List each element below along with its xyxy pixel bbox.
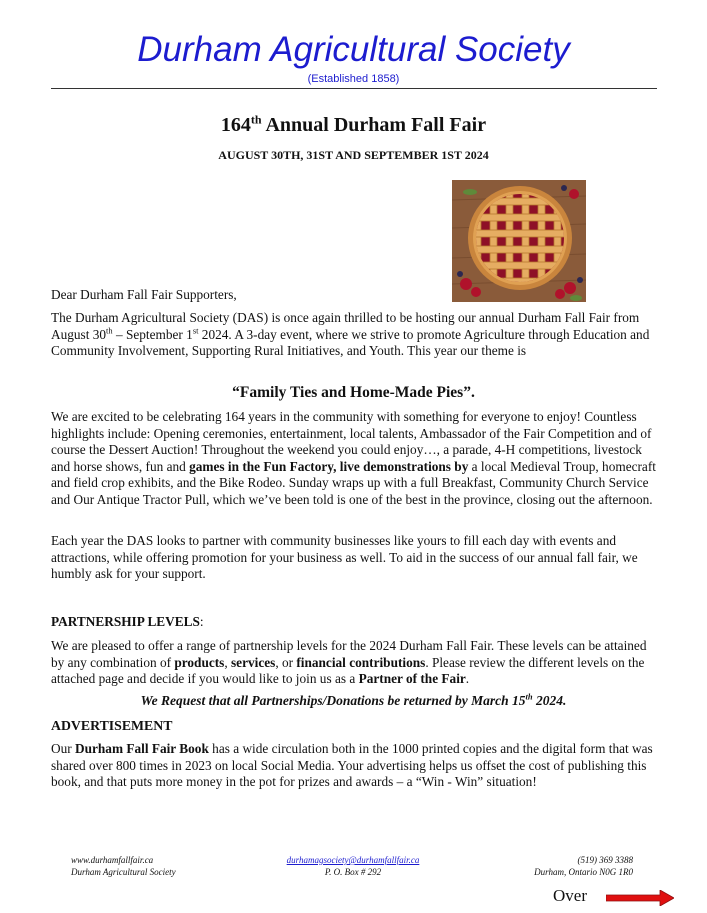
- footer-website: www.durhamfallfair.ca: [71, 855, 154, 865]
- partnership-text-d: . Please review the different levels on the attached page and decide if you would like to join us as a: [51, 654, 645, 686]
- pie-illustration: [452, 180, 586, 302]
- fair-dates: AUGUST 30TH, 31ST AND SEPTEMBER 1ST 2024: [218, 148, 489, 162]
- footer-org: Durham Agricultural Society: [71, 867, 176, 877]
- society-title: Durham Agricultural Society: [137, 30, 570, 69]
- highlights-text-a: We are excited to be celebrating 164 years in the community with something for everyone to enjoy! Countless highlights include: Opening ceremonies, entertainment, local talents, Ambassador of the Fair Competition and of course the Dessert Auction! Throughout the weekend you could enjoy…, a parade, 4-H competitions, livestock and horse shows, fun and: [51, 409, 652, 474]
- fair-name: Annual Durham Fall Fair: [261, 114, 487, 136]
- intro-text-b: – September 1: [112, 326, 193, 342]
- established-note: (Established 1858): [307, 73, 400, 85]
- return-request: [0, 693, 707, 709]
- cherry-pie-photo: [452, 180, 586, 302]
- intro-sup-2: st: [192, 325, 199, 336]
- intro-paragraph: [51, 310, 657, 360]
- highlights-bold: games in the Fun Factory, live demonstrations by: [189, 458, 469, 474]
- partnership-text-a: We are pleased to offer a range of partnership levels for the 2024 Durham Fall Fair. These levels can be attained by any combination of: [51, 638, 647, 670]
- advertisement-heading: ADVERTISEMENT: [51, 718, 173, 733]
- header-divider: [51, 88, 657, 89]
- intro-text-a: The Durham Agricultural Society (DAS) is once again thrilled to be hosting our annual Durham Fall Fair from August 30: [51, 310, 640, 342]
- intro-text-c: 2024. A 3-day event, where we strive to promote Agriculture through Education and Community Involvement, Supporting Rural Initiatives, and Youth. This year our theme is: [51, 326, 650, 358]
- partnership-text-e: .: [465, 671, 470, 686]
- ad-text-a: Our: [51, 741, 76, 756]
- partnership-partner: Partner of the Fair: [358, 671, 466, 686]
- request-text-b: 2024.: [532, 693, 567, 708]
- partnership-heading-colon: :: [199, 614, 204, 629]
- request-text-a: We Request that all Partnerships/Donations be returned by March 15: [140, 693, 526, 708]
- salutation: Dear Durham Fall Fair Supporters,: [51, 287, 237, 302]
- intro-sup-1: th: [106, 325, 113, 336]
- right-arrow-icon: [606, 890, 674, 911]
- footer-city: Durham, Ontario N0G 1R0: [534, 867, 633, 877]
- over-label: Over: [553, 886, 587, 905]
- footer-center: [200, 854, 506, 878]
- partner-paragraph: Each year the DAS looks to partner with community businesses like yours to fill each day with events and attractions, while offering promotion for your business as well. To aid in the success of our annual fall fair, we humbly ask for your support.: [51, 533, 638, 581]
- partnership-paragraph: [51, 638, 657, 688]
- partnership-heading-text: PARTNERSHIP LEVELS: [51, 614, 200, 629]
- advertisement-paragraph: [51, 741, 657, 791]
- highlights-paragraph: [51, 409, 657, 508]
- ad-book-name: Durham Fall Fair Book: [75, 741, 209, 756]
- ad-text-b: has a wide circulation both in the 1000 printed copies and the digital form that was shared over 800 times in 2023 on local Social Media. Your advertising helps us offset the cost of publishing this book, and that puts more money in the pot for prizes and awards – a “Win - Win” situation!: [51, 741, 653, 789]
- highlights-text-b: a local Medieval Troup, homecraft and field crop exhibits, and the Bike Rodeo. Sunday wraps up with a full Breakfast, Community Church Service and Our Antique Tractor Pull, which we’ve been told is one of the best in the province, closing out the afternoon.: [51, 458, 656, 507]
- footer-right: [480, 854, 633, 878]
- partnership-services: services: [231, 654, 276, 670]
- footer-email-link[interactable]: durhamagsociety@durhamfallfair.ca: [286, 855, 420, 865]
- partnership-text-c: , or: [275, 654, 297, 670]
- request-sup: th: [525, 691, 533, 702]
- fair-title: [0, 114, 707, 137]
- footer-phone: (519) 369 3388: [577, 855, 633, 865]
- fair-number-suffix: th: [250, 112, 262, 127]
- fair-theme: “Family Ties and Home-Made Pies”.: [232, 384, 475, 401]
- partnership-heading: [51, 614, 657, 631]
- footer-pobox: P. O. Box # 292: [324, 867, 382, 877]
- partnership-financial: financial contributions: [296, 654, 426, 670]
- fair-number: 164: [220, 114, 251, 136]
- partnership-text-b: ,: [224, 654, 231, 670]
- partnership-products: products: [174, 654, 225, 670]
- footer-left: [71, 854, 176, 878]
